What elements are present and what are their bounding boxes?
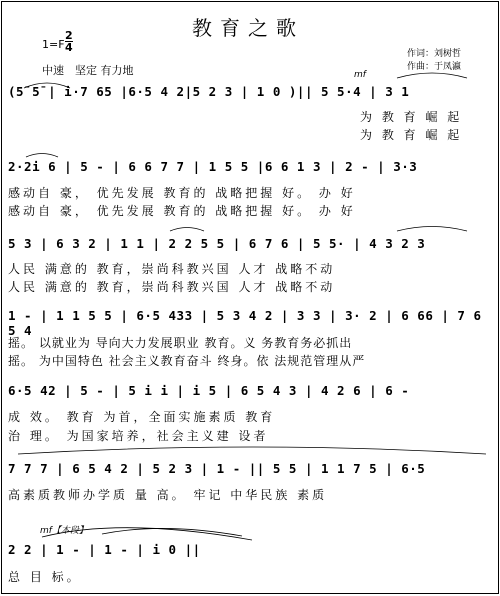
system6-lyric1: 高素质教师办学质 量 高。 牢记 中华民族 素质	[8, 488, 328, 502]
system5-lyric2: 治 理。 为国家培养，社会主义建 设者	[8, 429, 269, 443]
system1-notes: (5̄ 5̄ | i·7 65 |6·5 4 2|5 2 3 | 1 0 )|| 5 5·4 | 3 1	[8, 84, 410, 99]
system5-notes: 6·5 42 | 5 - | 5 i i | i 5 | 6 5 4 3 | 4 2 6 | 6 -	[8, 383, 410, 398]
system7-notes: 2 2 | 1 - | 1 - | i 0 ||	[8, 542, 201, 557]
dynamic-mf: mf	[354, 70, 366, 80]
system1-lyric1: 为 教 育 崛 起	[360, 110, 463, 124]
system4-lyric1: 摇。 以就业为 导向大力发展职业 教育。义 务教育务必抓出	[8, 336, 353, 350]
system4-notes: 1 - | 1 1 5 5 | 6·5 433 | 5 3 4 2 | 3 3 | 3· 2 | 6 66 | 7 6 5 4	[8, 308, 482, 338]
time-bottom: 4	[65, 41, 73, 54]
score-sheet	[1, 1, 499, 594]
key-signature: 1=F	[42, 38, 65, 51]
dynamic-mf-2: mf【本段】	[40, 526, 88, 536]
tempo-marking: 中速 坚定 有力地	[42, 64, 134, 77]
system4-lyric2: 摇。 为中国特色 社会主义教育奋斗 终身。依 法规范管理从严	[8, 354, 366, 368]
system3-lyric2: 人民 满意的 教育，崇尚科教兴国 人才 战略不动	[8, 280, 336, 294]
system5-lyric1: 成 效。 教育 为首，全面实施素质 教育	[8, 410, 276, 424]
system6-notes: 7 7 7 | 6 5 4 2 | 5 2 3 | 1 - || 5 5 | 1 1 7 5 | 6·5	[8, 461, 426, 476]
time-top: 2	[65, 29, 73, 42]
composer: 作曲：于凤瀛	[407, 62, 462, 72]
lyricist: 作词：刘树哲	[407, 49, 462, 59]
slur-marks	[2, 2, 499, 594]
system2-notes: 2·2i 6 | 5 - | 6 6 7 7 | 1 5 5 |6 6 1 3 | 2 - | 3·3	[8, 159, 418, 174]
song-title: 教育之歌	[192, 16, 304, 40]
system3-lyric1: 人民 满意的 教育，崇尚科教兴国 人才 战略不动	[8, 262, 336, 276]
system7-lyric1: 总 目 标。	[8, 570, 82, 584]
system3-notes: 5 3 | 6 3 2 | 1 1 | 2 2 5 5 | 6 7 6 | 5 5· | 4 3 2 3	[8, 236, 426, 251]
system1-lyric2: 为 教 育 崛 起	[360, 128, 463, 142]
system2-lyric1: 感动自 豪， 优先发展 教育的 战略把握 好。 办 好	[8, 186, 356, 200]
system2-lyric2: 感动自 豪， 优先发展 教育的 战略把握 好。 办 好	[8, 204, 356, 218]
